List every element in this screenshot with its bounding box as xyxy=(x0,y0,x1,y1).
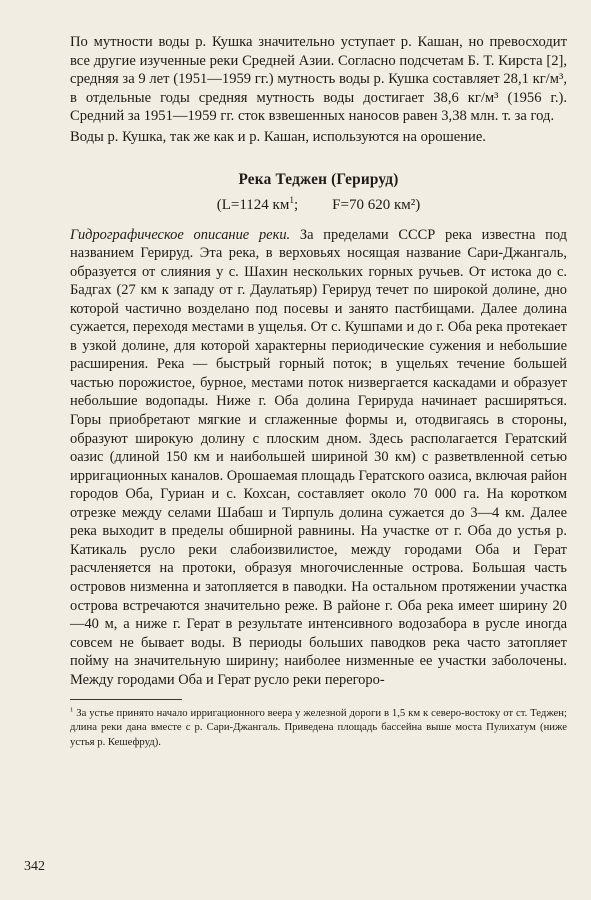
footnote xyxy=(70,706,567,749)
main-body xyxy=(70,226,567,690)
section-title: Река Теджен (Герируд) xyxy=(238,170,399,188)
section-parameters xyxy=(70,196,567,214)
footnote-marker: 1 xyxy=(70,706,74,714)
usage-paragraph: Воды р. Кушка, так же как и р. Кашан, используются на орошение. xyxy=(70,128,486,145)
length-parameter: (L=1124 км xyxy=(216,196,290,213)
description-lead: Гидрографическое описание реки. xyxy=(70,226,291,243)
area-parameter: F=70 620 км²) xyxy=(332,196,421,213)
footnote-divider xyxy=(70,699,182,700)
length-parameter-end: ; xyxy=(294,196,299,213)
length-footnote-marker: 1 xyxy=(289,195,294,206)
page-number: 342 xyxy=(24,859,45,874)
intro-paragraph: По мутности воды р. Кушка значительно уступает р. Кашан, но превосходит все другие изученные реки Средней Азии. Согласно подсчетам Б. Т. Кирста [2], средняя за 9 лет (1951—1959 гг.) мутность воды р. Кушка составляет 28,1 кг/м³, в отдельные годы средняя мутность воды достигает 38,6 кг/м³ (1956 г.). Средний за 1951—1959 гг. сток взвешенных наносов равен 3,38 млн. т. за год. xyxy=(70,34,567,125)
footnote-text: За устье принято начало ирригационного веера у железной дороги в 1,5 км к северо-востоку от ст. Теджен; длина реки дана вместе с р. Сари-Джангаль. Приведена площадь бассейна выше моста Пулихатум (ниже устья р. Кешефруд). xyxy=(70,707,567,748)
description-text: За пределами СССР река известна под названием Герируд. Эта река, в верховьях носящая название Сари-Джангаль, образуется от слияния у с. Шахин нескольких горных ручьев. От истока до с. Бадгах (27 км к западу от г. Даулатьяр) Герируд течет по широкой долине, дно которой частично возделано под посевы и занято пастбищами. Далее долина сужается, переходя местами в ущелья. От с. Кушпами и до г. Оба река протекает в узкой долине, для которой характерны периодические сужения и небольшие расширения. Река — быстрый горный поток; в ущельях течение большей частью порожистое, бурное, местами поток низвергается каскадами и образует небольшие водопады. Ниже г. Оба долина Герируда начинает расширяться. Горы приобретают мягкие и сглаженные формы и, отодвигаясь в стороны, образуют широкую долину с плоским дном. Здесь располагается Гератский оазис (длиной 150 км и наибольшей шириной 30 км) с разветвленной сетью ирригационных каналов. Орошаемая площадь Гератского оазиса, включая район городов Оба, Гуриан и с. Кохсан, составляет около 70 000 га. На коротком отрезке между селами Шабаш и Тирпуль долина сужается до 3—4 км. Далее река выходит в пределы обширной равнины. На участке от г. Оба до устья р. Катикаль русло реки слабоизвилистое, между городами Оба и Герат расчленяется на протоки, образуя многочисленные острова. Большая часть островов низменна и затопляется в паводки. На остальном протяжении участка острова встречаются значительно реже. В районе г. Оба река имеет ширину 20—40 м, а ниже г. Герат в результате интенсивного водозабора в русле иногда совсем не бывает воды. В периоды больших паводков река часто затопляет пойму на значительную ширину; наиболее низменные ее участки заболочены. Между городами Оба и Герат русло реки перегоро- xyxy=(70,226,567,688)
